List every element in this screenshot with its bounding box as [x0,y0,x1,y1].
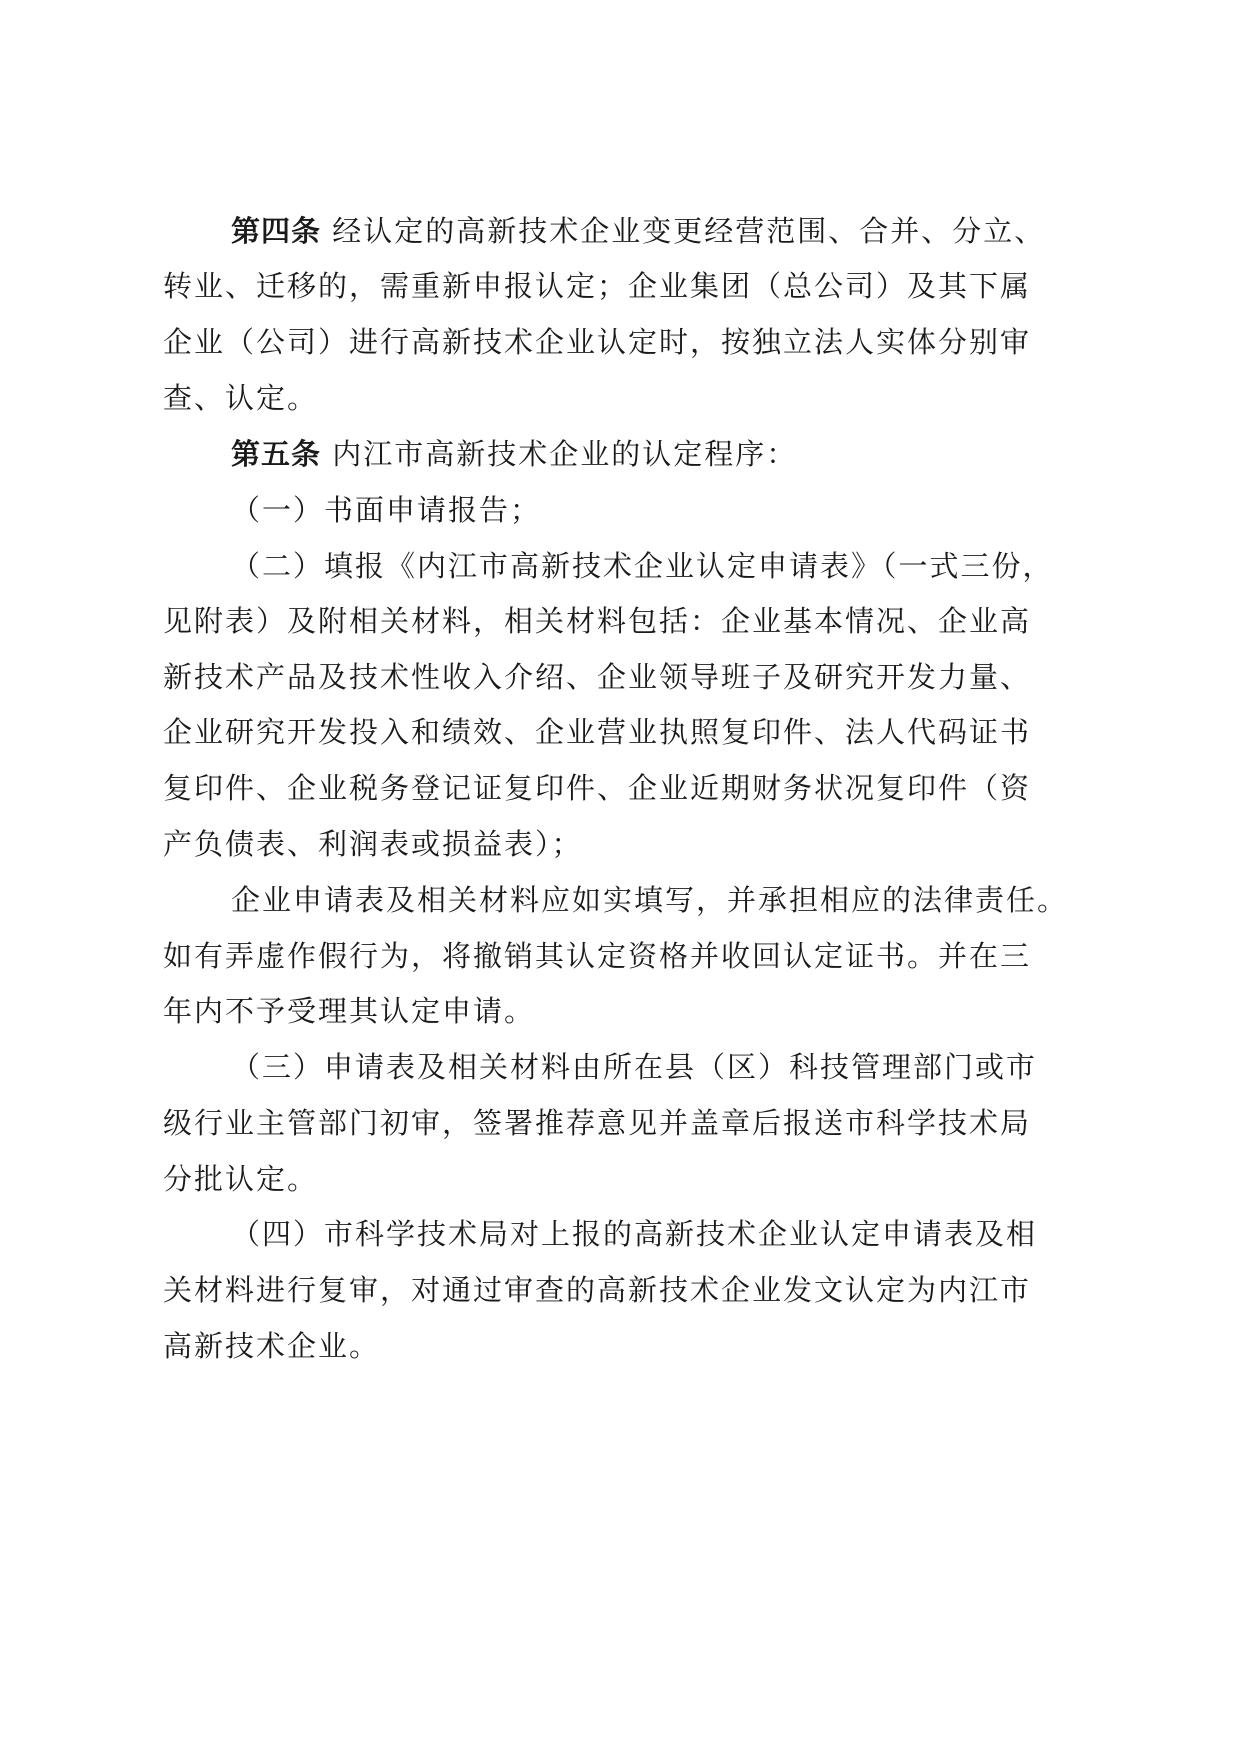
article-4-line-1 [231,211,1083,251]
item-2-line-5: 复印件、企业税务登记证复印件、企业近期财务状况复印件（资 [163,771,1032,805]
article-5-label: 第五条 [231,437,322,471]
article-5-text: 内江市高新技术企业的认定程序： [332,437,798,471]
article-4-line-4: 查、认定。 [163,381,319,415]
item-2-line-6: 产负债表、利润表或损益表）； [163,827,583,861]
note-line-3: 年内不予受理其认定申请。 [163,994,536,1028]
item-2-line-3: 新技术产品及技术性收入介绍、企业领导班子及研究开发力量、 [163,660,1032,694]
item-1: （一）书面申请报告； [231,493,542,527]
article-5-line-1 [231,434,1083,474]
article-4-line-2: 转业、迁移的，需重新申报认定；企业集团（总公司）及其下属 [163,269,1032,303]
item-2-line-1: （二）填报《内江市高新技术企业认定申请表》（一式三份， [231,549,1054,583]
item-4-line-3: 高新技术企业。 [163,1329,381,1363]
item-4-line-2: 关材料进行复审，对通过审查的高新技术企业发文认定为内江市 [163,1273,1032,1307]
item-2-line-4: 企业研究开发投入和绩效、企业营业执照复印件、法人代码证书 [163,715,1032,749]
article-4-text: 经认定的高新技术企业变更经营范围、合并、分立、 [332,214,1046,248]
item-3-line-2: 级行业主管部门初审，签署推荐意见并盖章后报送市科学技术局 [163,1106,1032,1140]
item-3-line-3: 分批认定。 [163,1162,319,1196]
item-2-line-2: 见附表）及附相关材料，相关材料包括：企业基本情况、企业高 [163,604,1032,638]
note-line-2: 如有弄虚作假行为，将撤销其认定资格并收回认定证书。并在三 [163,939,1032,973]
article-4-label: 第四条 [231,214,322,248]
item-3-line-1: （三）申请表及相关材料由所在县（区）科技管理部门或市 [231,1050,1038,1084]
article-4-line-3: 企业（公司）进行高新技术企业认定时，按独立法人实体分别审 [163,325,1032,359]
note-line-1: 企业申请表及相关材料应如实填写，并承担相应的法律责任。 [231,883,1069,917]
item-4-line-1: （四）市科学技术局对上报的高新技术企业认定申请表及相 [231,1217,1038,1251]
